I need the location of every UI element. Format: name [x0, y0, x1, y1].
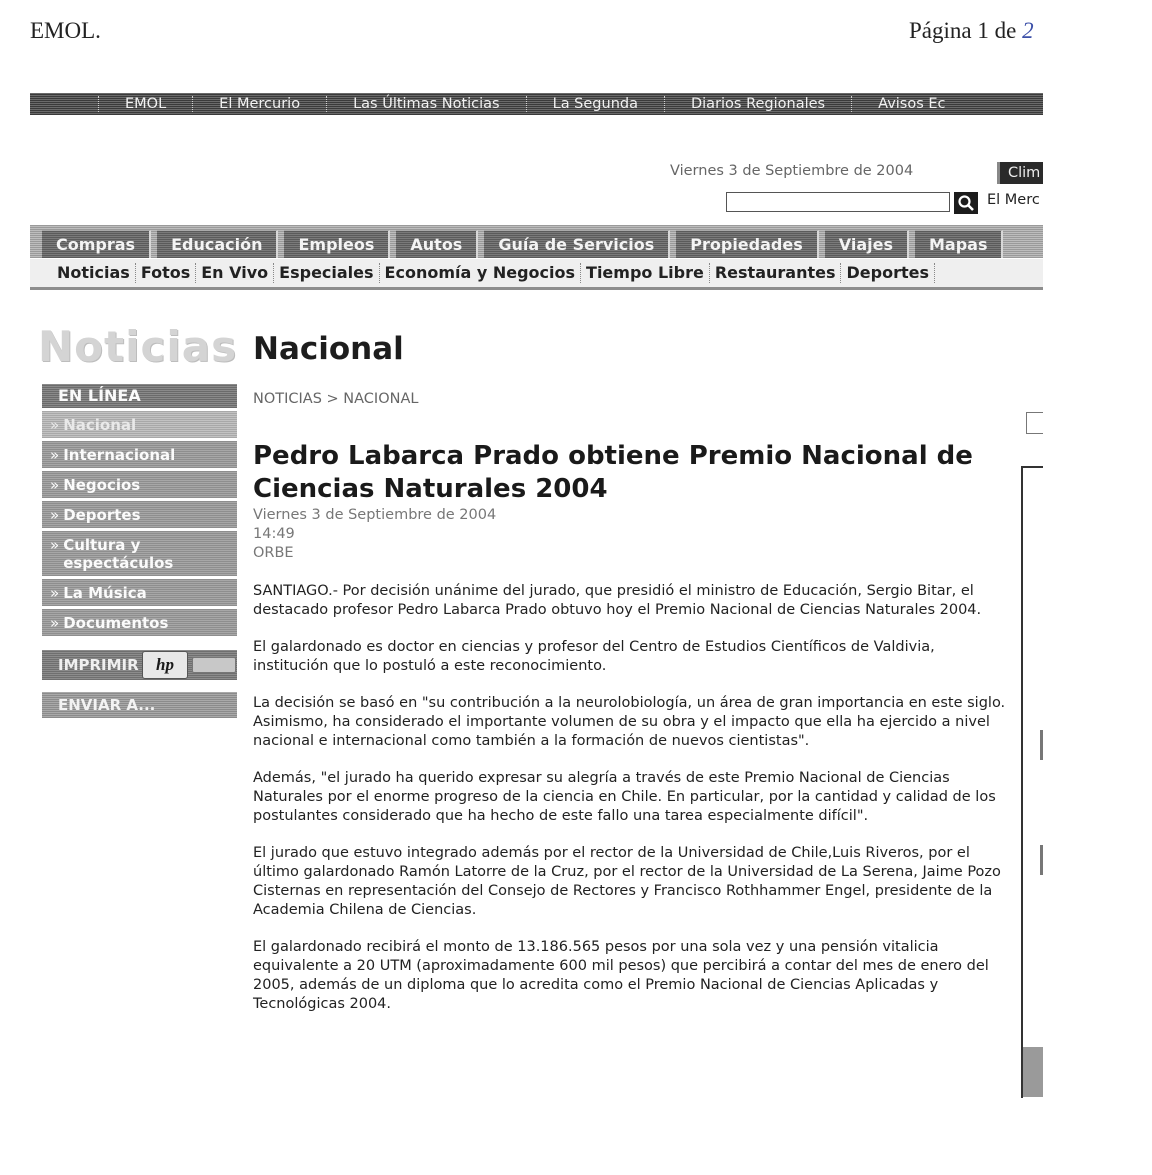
article-paragraph: Además, "el jurado ha querido expresar su alegría a través de este Premio Nacional de Ciencias Naturales por el enorme progreso de la ciencia en Chile. En particular, por la cantidad y calidad de los postulantes considerado que ha hecho de este fallo una tarea especialmente difícil". — [253, 770, 996, 824]
print-label: IMPRIMIR — [58, 656, 139, 674]
sidebar-item-negocios[interactable] — [42, 471, 237, 498]
article-meta — [253, 506, 496, 563]
sidebar-item-label: Nacional — [63, 416, 137, 434]
article-headline: Pedro Labarca Prado obtiene Premio Nacional de Ciencias Naturales 2004 — [253, 441, 973, 504]
sidebar-item-label: Negocios — [63, 476, 141, 494]
clima-button[interactable]: Clim — [997, 162, 1043, 184]
sidebar-item-nacional[interactable] — [42, 411, 237, 438]
article-body — [253, 582, 1013, 1032]
search-input[interactable] — [726, 192, 950, 212]
chevron-right-icon: » — [50, 584, 60, 602]
network-link-el-mercurio[interactable]: El Mercurio — [192, 96, 326, 112]
hp-logo-text: hp — [156, 655, 174, 674]
section-logo: Noticias — [38, 322, 238, 371]
sidebar-item-documentos[interactable] — [42, 609, 237, 636]
print-header-site: EMOL. — [30, 18, 101, 43]
network-link-emol[interactable]: EMOL — [98, 96, 192, 112]
subnav-deportes[interactable]: Deportes — [841, 263, 935, 283]
sidebar-item-internacional[interactable] — [42, 441, 237, 468]
sidebar-heading: EN LÍNEA — [42, 384, 237, 408]
chevron-right-icon: » — [50, 416, 60, 434]
sub-nav — [30, 259, 1043, 290]
network-link-la-segunda[interactable]: La Segunda — [526, 96, 664, 112]
article-time: 14:49 — [253, 526, 295, 542]
search-scope-label[interactable]: El Merc — [987, 192, 1040, 208]
article-paragraph: SANTIAGO.- Por decisión unánime del jurado, que presidió el ministro de Educación, Sergio Bitar, el destacado profesor Pedro Labarca Prado obtuvo hoy el Premio Nacional de Ciencias Naturales 2004. — [253, 583, 982, 618]
tab-compras[interactable]: Compras — [42, 230, 151, 258]
printer-icon — [192, 657, 236, 673]
sidebar-item-label: Cultura y espectáculos — [63, 536, 174, 572]
hp-logo — [142, 651, 188, 679]
sidebar-item-label: Documentos — [63, 614, 169, 632]
tab-autos[interactable]: Autos — [396, 230, 478, 258]
subnav-economia[interactable]: Economía y Negocios — [380, 263, 581, 283]
network-link-lun[interactable]: Las Últimas Noticias — [326, 96, 526, 112]
header-date: Viernes 3 de Septiembre de 2004 — [670, 163, 914, 179]
tab-empleos[interactable]: Empleos — [284, 230, 390, 258]
right-panel-mark — [1040, 730, 1043, 760]
chevron-right-icon: » — [50, 476, 60, 494]
article-paragraph: La decisión se basó en "su contribución a la neurolobiología, un área de gran importancia en este siglo. Asimismo, ha considerado el importante volumen de su obra y el impacto que ella ha ejercido a nivel nacional e internacional como también a la formación de nuevos cientistas". — [253, 695, 1006, 749]
chevron-right-icon: » — [50, 446, 60, 464]
print-button[interactable] — [42, 650, 237, 680]
article-date: Viernes 3 de Septiembre de 2004 — [253, 507, 497, 523]
right-panel-mark — [1040, 845, 1043, 875]
right-panel — [1021, 466, 1043, 1098]
sidebar — [42, 384, 237, 718]
network-bar — [30, 93, 1043, 115]
tab-guia-servicios[interactable]: Guía de Servicios — [484, 230, 670, 258]
article-paragraph: El jurado que estuvo integrado además por el rector de la Universidad de Chile,Luis Riveros, por el último galardonado Ramón Latorre de la Cruz, por el rector de la Universidad de La Serena, Jaime Pozo Cisternas en representación del Consejo de Rectores y Francisco Rothhammer Engel, presidente de la Academia Chilena de Ciencias. — [253, 845, 1001, 918]
tab-educacion[interactable]: Educación — [157, 230, 278, 258]
sidebar-item-la-musica[interactable] — [42, 579, 237, 606]
tab-viajes[interactable]: Viajes — [825, 230, 909, 258]
subnav-restaurantes[interactable]: Restaurantes — [710, 263, 842, 283]
print-header-page — [909, 18, 1034, 44]
right-panel-fill — [1023, 1047, 1043, 1097]
article-source: ORBE — [253, 545, 294, 561]
page-label: Página 1 de — [909, 18, 1023, 43]
right-widget-box — [1026, 412, 1043, 434]
subnav-especiales[interactable]: Especiales — [274, 263, 379, 283]
sidebar-item-label: Internacional — [63, 446, 176, 464]
subnav-en-vivo[interactable]: En Vivo — [196, 263, 274, 283]
search-icon — [957, 194, 975, 212]
sidebar-item-cultura[interactable] — [42, 531, 237, 576]
tab-propiedades[interactable]: Propiedades — [676, 230, 818, 258]
chevron-right-icon: » — [50, 506, 60, 524]
subnav-tiempo-libre[interactable]: Tiempo Libre — [581, 263, 710, 283]
main-nav — [30, 225, 1043, 258]
article-paragraph: El galardonado es doctor en ciencias y profesor del Centro de Estudios Científicos de Valdivia, institución que lo postuló a este reconocimiento. — [253, 639, 935, 674]
subnav-noticias[interactable]: Noticias — [52, 263, 136, 283]
network-link-diarios-regionales[interactable]: Diarios Regionales — [664, 96, 851, 112]
section-title: Nacional — [253, 331, 404, 367]
sidebar-item-label: La Música — [63, 584, 147, 602]
search-button[interactable] — [954, 192, 978, 214]
chevron-right-icon: » — [50, 536, 60, 554]
subnav-fotos[interactable]: Fotos — [136, 263, 196, 283]
sidebar-item-label: Deportes — [63, 506, 141, 524]
network-link-avisos[interactable]: Avisos Ec — [851, 96, 971, 112]
tab-mapas[interactable]: Mapas — [915, 230, 1004, 258]
send-to-button[interactable]: ENVIAR A... — [42, 692, 237, 718]
sidebar-item-deportes[interactable] — [42, 501, 237, 528]
article-paragraph: El galardonado recibirá el monto de 13.186.565 pesos por una sola vez y una pensión vitalicia equivalente a 20 UTM (aproximadamente 600 mil pesos) que percibirá a contar del mes de enero del 2005, además de un diploma que lo acredita como el Premio Nacional de Ciencias Aplicadas y Tecnológicas 2004. — [253, 939, 989, 1012]
breadcrumb[interactable]: NOTICIAS > NACIONAL — [253, 391, 419, 407]
page-total: 2 — [1022, 18, 1034, 43]
chevron-right-icon: » — [50, 614, 60, 632]
